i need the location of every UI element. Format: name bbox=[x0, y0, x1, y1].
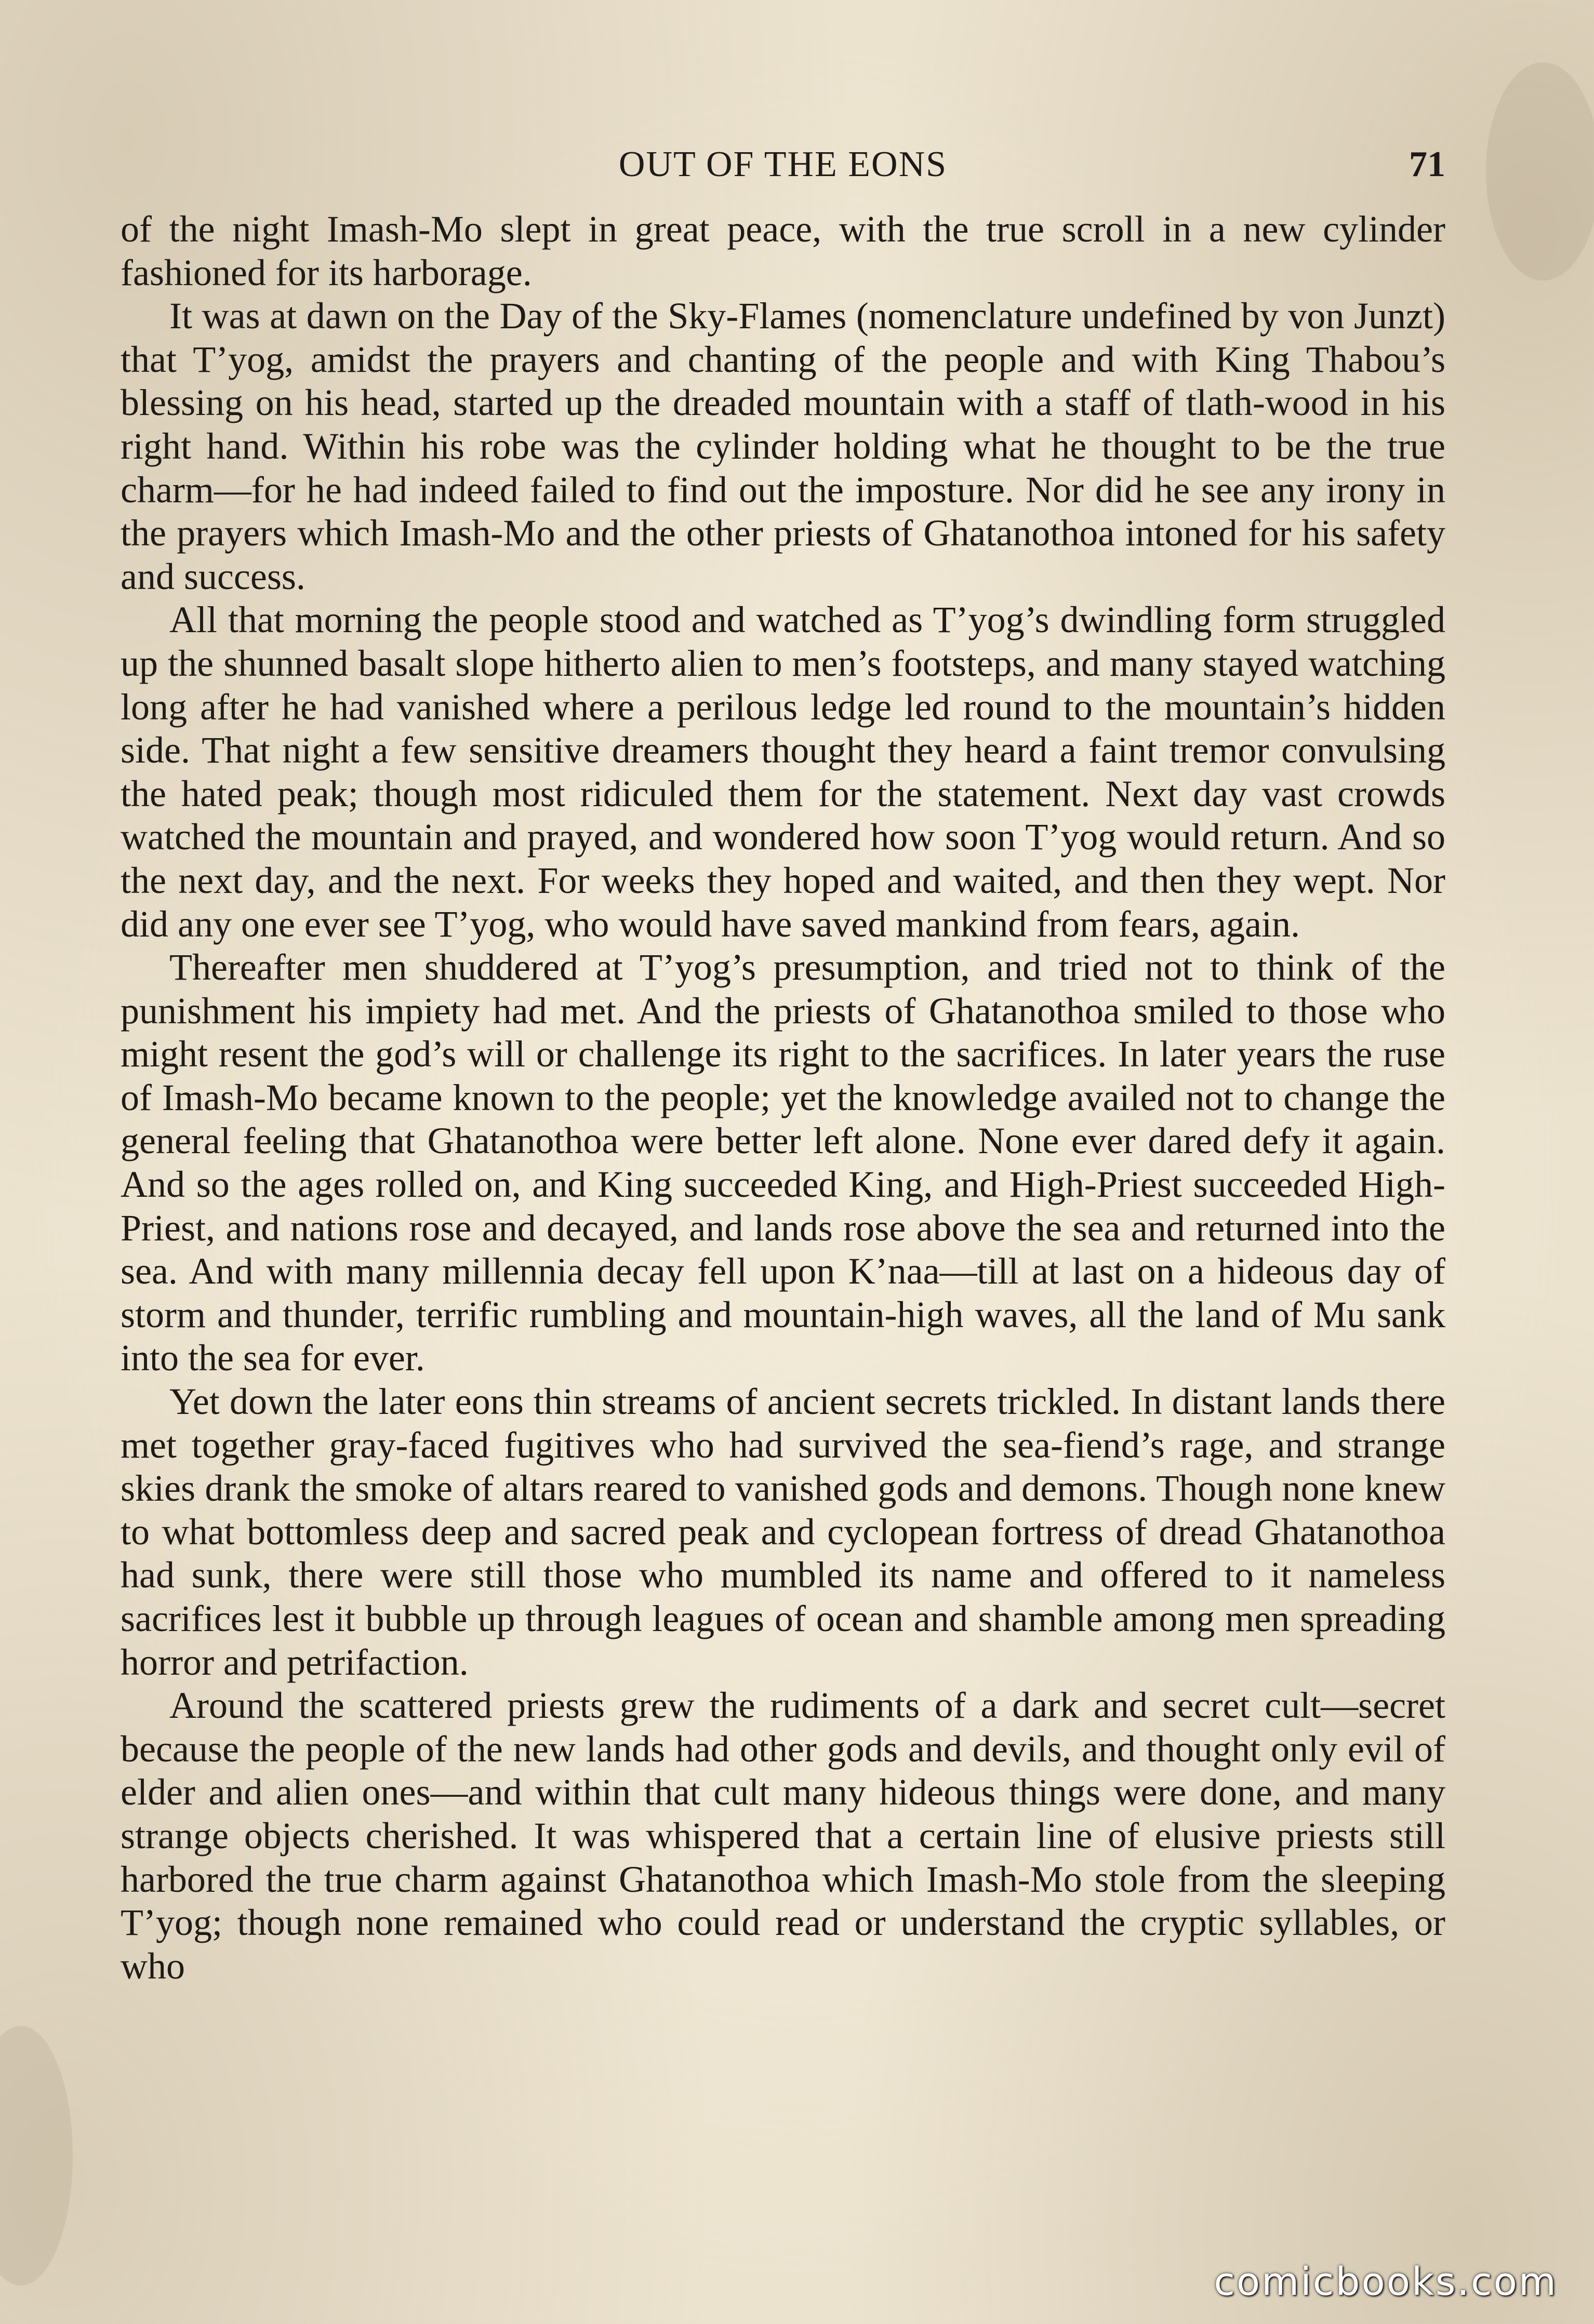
paragraph: Thereafter men shuddered at T’yog’s presumption, and tried not to think of the punishment his impiety had met. And the priests of Ghatanothoa smiled to those who might resent the god’s will or challenge its right to the sacrifices. In later years the ruse of Imash-Mo became known to the people; yet the knowledge availed not to change the general feeling that Ghatanothoa were better left alone. None ever dared defy it again. And so the ages rolled on, and King succeeded King, and High-Priest succeeded High-Priest, and nations rose and decayed, and lands rose above the sea and returned into the sea. And with many millennia decay fell upon K’naa—till at last on a hideous day of storm and thunder, terrific rumbling and mountain-high waves, all the land of Mu sank into the sea for ever. bbox=[121, 946, 1445, 1379]
paragraph: of the night Imash-Mo slept in great peace, with the true scroll in a new cylinder fashioned for its harborage. bbox=[121, 208, 1445, 293]
paragraph: Yet down the later eons thin streams of ancient secrets trickled. In distant lands there met together gray-faced fugitives who had survived the sea-fiend’s rage, and strange skies drank the smoke of altars reared to vanished gods and demons. Though none knew to what bottomless deep and sacred peak and cyclopean fortress of dread Ghatanothoa had sunk, there were still those who mumbled its name and offered to it nameless sacrifices lest it bubble up through leagues of ocean and shamble among men spreading horror and petrifaction. bbox=[121, 1381, 1445, 1683]
page-stain bbox=[1486, 62, 1594, 281]
page-stain bbox=[0, 2026, 73, 2286]
page-number: 71 bbox=[1409, 144, 1445, 184]
running-title: OUT OF THE EONS bbox=[618, 144, 948, 184]
page-header bbox=[121, 136, 1445, 193]
paragraph: All that morning the people stood and watched as T’yog’s dwindling form struggled up the shunned basalt slope hitherto alien to men’s footsteps, and many stayed watching long after he had vanished where a perilous ledge led round to the mountain’s hidden side. That night a few sensitive dreamers thought they heard a faint tremor convulsing the hated peak; though most ridiculed them for the statement. Next day vast crowds watched the mountain and prayed, and wondered how soon T’yog would return. And so the next day, and the next. For weeks they hoped and waited, and then they wept. Nor did any one ever see T’yog, who would have saved mankind from fears, again. bbox=[121, 599, 1445, 945]
watermark: comicbooks.com bbox=[1214, 2260, 1558, 2304]
paragraph: It was at dawn on the Day of the Sky-Flames (nomenclature undefined by von Junzt) that T’yog, amidst the prayers and chanting of the people and with King Thabou’s blessing on his head, started up the dreaded mountain with a staff of tlath-wood in his right hand. Within his robe was the cylinder holding what he thought to be the true charm—for he had indeed failed to find out the imposture. Nor did he see any irony in the prayers which Imash-Mo and the other priests of Ghatanothoa intoned for his safety and success. bbox=[121, 295, 1445, 597]
paragraph: Around the scattered priests grew the rudiments of a dark and secret cult—secret because the people of the new lands had other gods and devils, and thought only evil of elder and alien ones—and within that cult many hideous things were done, and many strange objects cherished. It was whispered that a certain line of elusive priests still harbored the true charm against Ghatanothoa which Imash-Mo stole from the sleeping T’yog; though none remained who could read or understand the cryptic syllables, or who bbox=[121, 1685, 1445, 1987]
body-text bbox=[121, 208, 1445, 1988]
